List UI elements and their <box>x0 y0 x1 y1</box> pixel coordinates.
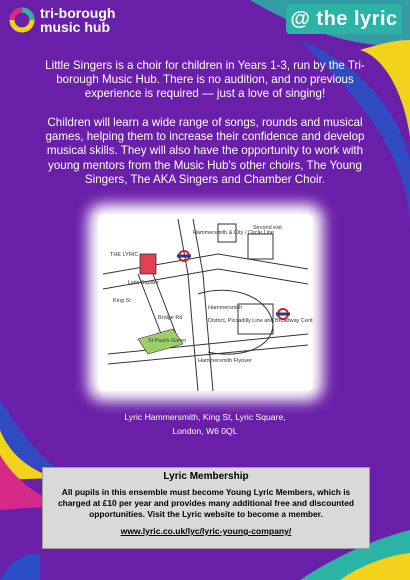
membership-box <box>42 467 370 549</box>
lyric-logo: @ the lyric <box>286 4 402 34</box>
ring-logo-icon <box>8 6 36 34</box>
map-label-bridge-rd: Bridge Rd <box>158 315 183 321</box>
map-label-second-exit: Second exit <box>253 225 282 231</box>
logo-line1: tri-borough <box>40 5 116 21</box>
membership-link[interactable]: www.lyric.co.uk/lyc/lyric-young-company/ <box>120 526 292 536</box>
map-label-hammersmith: Hammersmith <box>208 305 243 311</box>
map-label-hammersmith-city: Hammersmith & City / Circle Line <box>193 230 274 236</box>
intro-paragraph-1: Little Singers is a choir for children in Years 1-3, run by the Tri-borough Music Hub. There is no audition, and no previous experience is required — just a love of singing! <box>45 59 365 101</box>
location-map <box>98 214 313 391</box>
membership-body: All pupils in this ensemble must become Young Lyric Members, which is charged at £10 per year and provides many additional free and discounted opportunities. Visit the Lyric website to become a member. <box>57 487 354 519</box>
tri-borough-logo <box>8 3 115 37</box>
membership-title: Lyric Membership <box>163 471 249 482</box>
address-line-2: London, W6 0QL <box>172 426 238 436</box>
map-drawing <box>98 214 313 391</box>
map-label-lyric: THE LYRIC <box>110 252 139 258</box>
intro-paragraph-2: Children will learn a wide range of songs, rounds and musical games, helping them to increase their confidence and develop musical skills. They will also have the opportunity to work with young mentors from the Music Hub's other choirs, The Young Singers, The AKA Singers and Chamber Choir. <box>45 116 365 186</box>
map-label-lyric-square: Lyric Square <box>128 280 159 286</box>
map-label-st-pauls: St Paul's Green <box>148 338 187 344</box>
map-label-flyover: Hammersmith Flyover <box>198 358 252 364</box>
logo-line2: music hub <box>40 19 111 35</box>
map-label-king-st: King St <box>113 298 131 304</box>
address-line-1: Lyric Hammersmith, King St, Lyric Square, <box>124 412 286 422</box>
map-label-district-piccadilly: District, Piccadilly Line and Broadway Centre <box>208 318 313 324</box>
